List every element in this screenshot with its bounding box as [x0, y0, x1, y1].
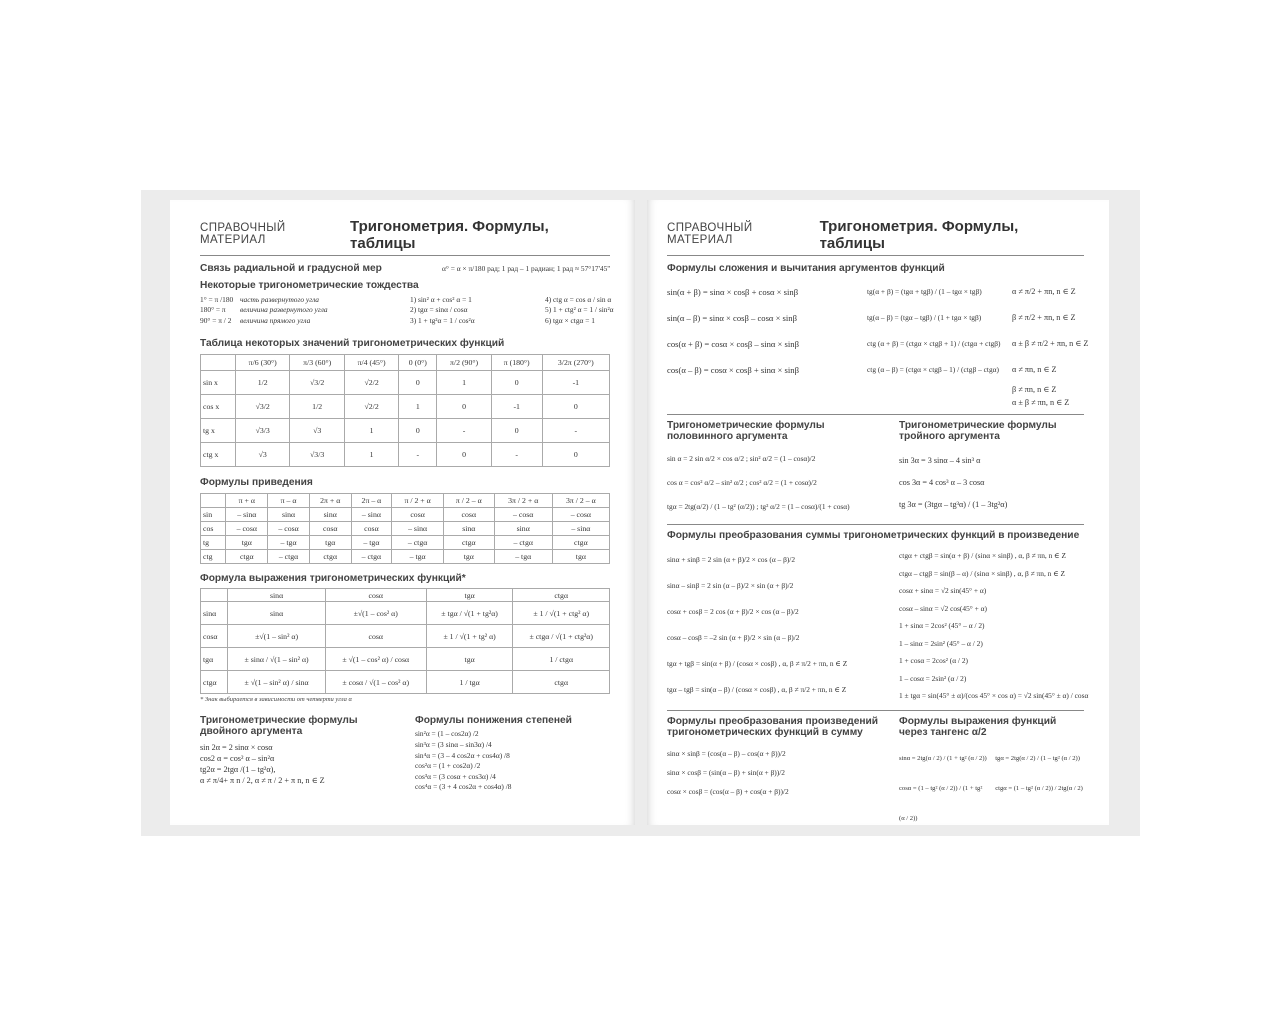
table-cell: ± cosα / √(1 – cos² α): [325, 671, 426, 694]
formula: cos 3α = 4 cos³ α – 3 cosα: [899, 478, 985, 487]
formula: ctgα = (1 – tg² (α / 2)) / 2tg(α / 2): [995, 784, 1083, 792]
formula: 1 + sinα = 2cos² (45° – α / 2): [899, 621, 985, 630]
formula: ctgα – ctgβ = sin(β – α) / (sinα × sinβ) , α, β ≠ πn, n ∈ Z: [899, 568, 1066, 578]
column-header: π (180°): [491, 355, 542, 371]
formula: α ≠ π/4+ π n / 2, α ≠ π / 2 + π n, n ∈ Z: [200, 775, 325, 785]
formula: cos2 α = cos² α – sin²α: [200, 754, 275, 764]
table-cell: √3/2: [290, 371, 344, 395]
table-cell: tgα: [426, 648, 513, 671]
table-row: [201, 508, 610, 522]
table-row: [201, 550, 610, 564]
formula: β ≠ π/2 + πn, n ∈ Z: [1012, 312, 1076, 322]
addition-row: [667, 305, 1084, 331]
table-cell: 1 / ctgα: [513, 648, 610, 671]
table-cell: – tgα: [268, 536, 310, 550]
formula: sinα = 2tg(α / 2) / (1 + tg² (α / 2)): [899, 754, 987, 762]
formula: cos(α – β) = cosα × cosβ + sinα × sinβ: [667, 364, 799, 375]
table-cell: cosα: [443, 508, 494, 522]
formula: α ± β ≠ π/2 + πn, n ∈ Z: [1012, 338, 1089, 348]
addition-row: [667, 331, 1089, 357]
table-cell: – sinα: [226, 508, 268, 522]
table-cell: ± 1 / √(1 + tg² α): [426, 625, 513, 648]
formula: β ≠ πn, n ∈ Z: [1012, 385, 1057, 394]
table-header-row: [201, 494, 610, 508]
row-header: ctg: [201, 550, 226, 564]
table-cell: 1: [437, 371, 491, 395]
formula: sin 3α = 3 sinα – 4 sin³ α: [899, 456, 981, 465]
column-header: π + α: [226, 494, 268, 508]
formula: sinα – sinβ = 2 sin (α – β)/2 × sin (α + β)/2: [667, 581, 794, 590]
table-cell: -: [491, 443, 542, 467]
bottom-columns: [200, 715, 610, 793]
formula: cosα + cosβ = 2 cos (α + β)/2 × cos (α – β)/2: [667, 607, 799, 616]
formula: α ≠ π/2 + πn, n ∈ Z: [1012, 286, 1076, 296]
formula: cos α = cos² α/2 – sin² α/2 ; cos² α/2 = (1 + cosα)/2: [667, 478, 817, 487]
column-header: 3π / 2 – α: [552, 494, 609, 508]
column-header: 2π – α: [351, 494, 392, 508]
section-title: Таблица некоторых значений тригонометрических функций: [200, 338, 505, 350]
table-cell: 0: [399, 419, 437, 443]
identity-a: 1° = π /180: [200, 294, 234, 304]
table-row: [201, 671, 610, 694]
formula: sin α = 2 sin α/2 × cos α/2 ; sin² α/2 = (1 – cosα)/2: [667, 454, 816, 463]
formula-list: [667, 447, 897, 519]
table-cell: 0: [437, 395, 491, 419]
table-cell: tgα: [552, 550, 609, 564]
table-cell: 0: [399, 371, 437, 395]
formula: cos³α = (3 cosα + cos3α) /4: [415, 771, 496, 781]
formula: sin(α + β) = sinα × cosβ + cosα × sinβ: [667, 286, 799, 297]
formula: sinα × cosβ = (sin(α – β) + sin(α + β))/2: [667, 767, 785, 777]
table-cell: – cosα: [552, 508, 609, 522]
table-row: [201, 648, 610, 671]
addition-formulas: [667, 279, 1089, 383]
formula: sinα + sinβ = 2 sin (α + β)/2 × cos (α – β)/2: [667, 555, 796, 564]
section-title: Некоторые тригонометрические тождества: [200, 279, 419, 291]
formula: α° = α × π/180 рад; 1 рад – 1 радиан; 1 рад ≈ 57°17'45'': [442, 264, 610, 273]
product-sum-block: [667, 716, 897, 804]
table-row: [201, 395, 610, 419]
formula: cos⁴α = (3 + 4 cos2α + cos4α) /8: [415, 782, 512, 792]
table-header-row: [201, 589, 610, 602]
section-title: Формулы понижения степеней: [415, 715, 572, 727]
formula: ctg (α – β) = (ctgα × ctgβ – 1) / (ctgβ – ctgα): [867, 364, 999, 374]
formula: sinα × sinβ = (cos(α – β) – cos(α + β))/2: [667, 748, 786, 758]
column-header: sinα: [228, 589, 325, 602]
page-header: [667, 218, 1084, 256]
formula: tg2α = 2tgα /(1 – tg²α),: [200, 764, 276, 774]
identity-c: 1) sin² α + cos² α = 1: [410, 294, 472, 304]
table-cell: – sinα: [552, 522, 609, 536]
addition-row: [667, 279, 1084, 305]
half-triple-columns: [667, 420, 1084, 519]
formula: tgα – tgβ = sin(α – β) / (cosα × cosβ) , α, β ≠ π/2 + πn, n ∈ Z: [667, 685, 847, 694]
row-header: tgα: [201, 648, 228, 671]
formula: cosα – cosβ = –2 sin (α + β)/2 × sin (α – β)/2: [667, 633, 800, 642]
table-cell: √3: [290, 419, 344, 443]
formula: sin²α = (1 – cos2α) /2: [415, 729, 479, 739]
table-cell: – sinα: [351, 508, 392, 522]
values-table: [200, 354, 610, 467]
table-row: [201, 522, 610, 536]
identity-a: 180° = π: [200, 305, 226, 315]
formula: cosα × cosβ = (cos(α – β) + cos(α + β))/2: [667, 786, 789, 796]
open-book: [141, 190, 1140, 836]
table-row: [201, 371, 610, 395]
table-cell: cosα: [325, 625, 426, 648]
column-header: [201, 589, 228, 602]
formula: tg 3α = (3tgα – tg³α) / (1 – 3tg²α): [899, 500, 1008, 509]
formula: tgα + tgβ = sin(α + β) / (cosα × cosβ) , α, β ≠ π/2 + πn, n ∈ Z: [667, 659, 848, 668]
right-page: [647, 200, 1109, 825]
column-header: tgα: [426, 589, 513, 602]
column-header: π/3 (60°): [290, 355, 344, 371]
table-cell: ctgα: [309, 550, 351, 564]
table-cell: 1: [344, 443, 398, 467]
sum-product-columns: [667, 547, 1089, 705]
table-cell: ctgα: [443, 536, 494, 550]
formula: cos²α = (1 + cos2α) /2: [415, 761, 481, 771]
table-cell: ± ctgα / √(1 + ctg²α): [513, 625, 610, 648]
table-cell: ctgα: [226, 550, 268, 564]
formula-list: [415, 729, 610, 793]
table-cell: sinα: [228, 602, 325, 625]
formula-list: [899, 547, 1089, 705]
table-cell: 1: [344, 419, 398, 443]
column-header: [201, 494, 226, 508]
table-cell: 1 / tgα: [426, 671, 513, 694]
table-row: [201, 443, 610, 467]
table-cell: ctgα: [552, 536, 609, 550]
column-header: [201, 355, 236, 371]
row-header: tg x: [201, 419, 236, 443]
column-header: 0 (0°): [399, 355, 437, 371]
table-cell: cosα: [351, 522, 392, 536]
row-header: cosα: [201, 625, 228, 648]
column-header: 3/2π (270°): [542, 355, 609, 371]
table-cell: – cosα: [226, 522, 268, 536]
table-row: [201, 602, 610, 625]
formula-list: [667, 744, 897, 801]
column-header: π / 2 + α: [392, 494, 444, 508]
radial-section: [200, 263, 610, 275]
table-cell: – ctgα: [494, 536, 552, 550]
formula: sin(α – β) = sinα × cosβ – cosα × sinβ: [667, 312, 797, 323]
table-cell: – tgα: [494, 550, 552, 564]
section-title: Связь радиальной и градусной мер: [200, 263, 382, 274]
row-header: cos: [201, 522, 226, 536]
formula: cosα = (1 – tg² (α / 2)) / (1 + tg² (α / 2)): [899, 784, 983, 822]
formula: cosα + sinα = √2 sin(45° + α): [899, 586, 987, 595]
identity-d: 6) tgα × ctgα = 1: [545, 315, 595, 325]
table-cell: – ctgα: [392, 536, 444, 550]
table-cell: sinα: [443, 522, 494, 536]
table-cell: cosα: [392, 508, 444, 522]
row-header: sinα: [201, 602, 228, 625]
table-cell: – cosα: [268, 522, 310, 536]
page-title: Тригонометрия. Формулы, таблицы: [819, 218, 1019, 252]
table-row: [201, 536, 610, 550]
table-cell: – cosα: [494, 508, 552, 522]
row-header: tg: [201, 536, 226, 550]
identity-row: [200, 316, 610, 327]
formula: tg(α – β) = (tgα – tgβ) / (1 + tgα × tgβ): [867, 312, 982, 322]
row-header: sin: [201, 508, 226, 522]
table-cell: ± tgα / √(1 + tg²α): [426, 602, 513, 625]
footnote: * Знак выбирается в зависимости от четверти угла α: [200, 696, 352, 704]
identity-b: часть развернутого угла: [240, 294, 319, 304]
section-title: Формулы сложения и вычитания аргументов функций: [667, 263, 945, 274]
table-cell: -1: [491, 395, 542, 419]
expression-table: [200, 588, 610, 694]
divider: [667, 414, 1084, 415]
table-cell: sinα: [268, 508, 310, 522]
table-cell: √3/3: [290, 443, 344, 467]
table-cell: sinα: [494, 522, 552, 536]
row-header: ctgα: [201, 671, 228, 694]
formula-list: [667, 547, 897, 705]
divider: [667, 710, 1084, 711]
addition-row: [667, 357, 1084, 383]
section-title: Формулы преобразования суммы тригонометрических функций в произведение: [667, 530, 1080, 541]
table-cell: cosα: [309, 522, 351, 536]
table-cell: ± 1 / √(1 + ctg² α): [513, 602, 610, 625]
table-cell: √3/2: [235, 395, 289, 419]
table-cell: 0: [542, 443, 609, 467]
identity-row: [200, 295, 610, 306]
section-title: Формулы приведения: [200, 477, 313, 489]
identity-c: 3) 1 + tg²α = 1 / cos²α: [410, 315, 475, 325]
table-cell: tgα: [226, 536, 268, 550]
section-title: Формулы преобразования произведений тригонометрических функций в сумму: [667, 715, 879, 738]
table-cell: – ctgα: [351, 550, 392, 564]
formula: sin⁴α = (3 – 4 cos2α + cos4α) /8: [415, 750, 510, 760]
identity-d: 4) ctg α = cos α / sin α: [545, 294, 612, 304]
lowering-block: [415, 715, 610, 793]
formula: 1 + cosα = 2cos² (α / 2): [899, 656, 968, 665]
reduction-table: [200, 493, 610, 564]
table-cell: tgα: [309, 536, 351, 550]
identity-b: величина развернутого угла: [240, 305, 328, 315]
page-header: [200, 218, 610, 256]
double-arg-block: [200, 715, 415, 793]
page-title: Тригонометрия. Формулы, таблицы: [350, 218, 549, 252]
table-row: [201, 625, 610, 648]
formula: α ≠ πn, n ∈ Z: [1012, 364, 1057, 374]
tangent-half-block: [899, 715, 1084, 822]
column-header: π/4 (45°): [344, 355, 398, 371]
table-cell: -1: [542, 371, 609, 395]
formula: α ± β ≠ πn, n ∈ Z: [1012, 398, 1070, 407]
column-header: π / 2 – α: [443, 494, 494, 508]
addition-conditions: [1012, 383, 1084, 409]
table-cell: ± sinα / √(1 – sin² α): [228, 648, 325, 671]
formula: sin 2α = 2 sinα × cosα: [200, 743, 273, 753]
table-cell: – tgα: [351, 536, 392, 550]
table-cell: – tgα: [392, 550, 444, 564]
table-cell: √3/3: [235, 419, 289, 443]
left-page: [170, 200, 635, 825]
formula: 1 ± tgα = sin(45° ± α)/(cos 45° × cos α) = √2 sin(45° ± α) / cosα: [899, 691, 1089, 700]
table-cell: – sinα: [392, 522, 444, 536]
table-header-row: [201, 355, 610, 371]
table-cell: √2/2: [344, 371, 398, 395]
table-cell: tgα: [443, 550, 494, 564]
identity-a: 90° = π / 2: [200, 315, 232, 325]
formula-list: [200, 743, 415, 786]
table-cell: 0: [542, 395, 609, 419]
formula: tg(α + β) = (tgα + tgβ) / (1 – tgα × tgβ): [867, 286, 982, 296]
formula: tgα = 2tg(α / 2) / (1 – tg² (α / 2)): [995, 754, 1080, 762]
table-cell: ± √(1 – cos² α) / cosα: [325, 648, 426, 671]
row-header: ctg x: [201, 443, 236, 467]
column-header: ctgα: [513, 589, 610, 602]
table-cell: 0: [491, 371, 542, 395]
table-cell: 1/2: [290, 395, 344, 419]
triple-arg-block: [899, 420, 1084, 519]
table-cell: ctgα: [513, 671, 610, 694]
table-cell: -: [399, 443, 437, 467]
table-cell: 0: [437, 443, 491, 467]
divider: [667, 524, 1084, 525]
table-row: [201, 419, 610, 443]
table-cell: 0: [491, 419, 542, 443]
table-cell: sinα: [309, 508, 351, 522]
half-arg-block: [667, 420, 897, 519]
column-header: 2π + α: [309, 494, 351, 508]
table-cell: 1/2: [235, 371, 289, 395]
row-header: cos x: [201, 395, 236, 419]
identity-b: величина прямого угла: [240, 315, 311, 325]
table-cell: ±√(1 – cos² α): [325, 602, 426, 625]
table-cell: √3: [235, 443, 289, 467]
table-cell: – ctgα: [268, 550, 310, 564]
identity-c: 2) tgα = sinα / cosα: [410, 305, 468, 315]
column-header: cosα: [325, 589, 426, 602]
section-title: Тригонометрические формулы половинного аргумента: [667, 420, 825, 442]
section-title: Тригонометрические формулы тройного аргумента: [899, 420, 1057, 442]
header-label: СПРАВОЧНЫЙ МАТЕРИАЛ: [667, 222, 753, 246]
table-cell: ± √(1 – sin² α) / sinα: [228, 671, 325, 694]
section-title: Формула выражения тригонометрических функций*: [200, 573, 466, 585]
row-header: sin x: [201, 371, 236, 395]
column-header: π/6 (30°): [235, 355, 289, 371]
identities-list: [200, 294, 614, 327]
table-cell: 1: [399, 395, 437, 419]
table-cell: -: [437, 419, 491, 443]
formula: 1 – cosα = 2sin² (α / 2): [899, 673, 967, 683]
section-title: Формулы выражения функций через тангенс α/2: [899, 715, 1057, 738]
formula: sin³α = (3 sinα – sin3α) /4: [415, 739, 492, 749]
identity-d: 5) 1 + ctg² α = 1 / sin²α: [545, 305, 614, 315]
formula: cosα – sinα = √2 cos(45° + α): [899, 603, 987, 613]
formula: cos(α + β) = cosα × cosβ – sinα × sinβ: [667, 338, 799, 349]
table-cell: -: [542, 419, 609, 443]
formula: ctgα + ctgβ = sin(α + β) / (sinα × sinβ) , α, β ≠ πn, n ∈ Z: [899, 551, 1066, 560]
column-header: 3π / 2 + α: [494, 494, 552, 508]
formula-grid: [899, 744, 1084, 822]
bottom-columns: [667, 715, 1084, 822]
section-title: Тригонометрические формулы двойного аргумента: [200, 715, 358, 738]
table-cell: √2/2: [344, 395, 398, 419]
column-header: π – α: [268, 494, 310, 508]
table-cell: ±√(1 – sin² α): [228, 625, 325, 648]
formula: 1 – sinα = 2sin² (45° – α / 2): [899, 638, 983, 648]
formula: tgα = 2tg(α/2) / (1 – tg² (α/2)) ; tg² α/2 = (1 – cosα)/(1 + cosα): [667, 502, 850, 511]
header-label: СПРАВОЧНЫЙ МАТЕРИАЛ: [200, 222, 286, 246]
column-header: π/2 (90°): [437, 355, 491, 371]
formula: ctg (α + β) = (ctgα × ctgβ + 1) / (ctgα + ctgβ): [867, 338, 1001, 348]
formula-list: [899, 450, 1084, 516]
identity-row: [200, 305, 614, 316]
